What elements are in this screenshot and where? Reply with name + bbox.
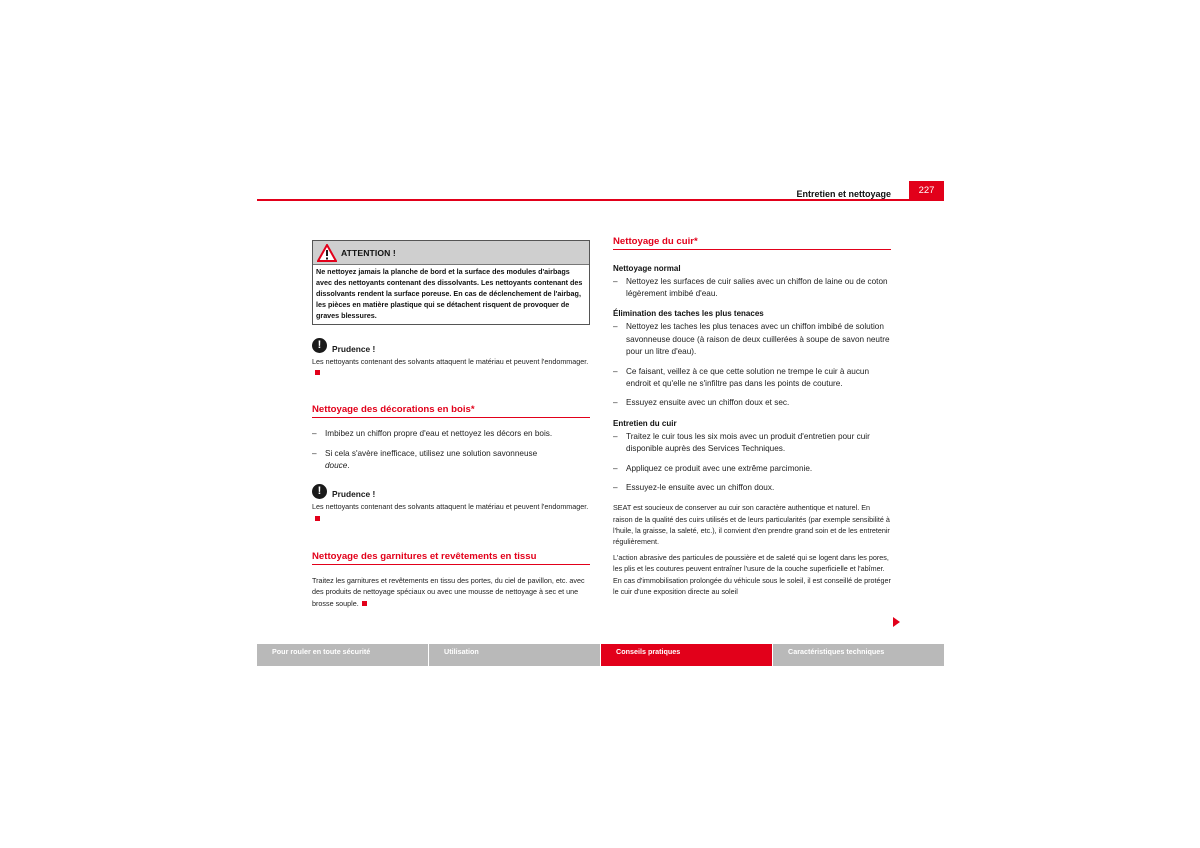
stain-steps <box>613 321 891 409</box>
warning-triangle-icon <box>317 244 337 262</box>
attention-box <box>312 240 590 325</box>
tab-technical-data[interactable]: Caractéristiques techniques <box>773 644 944 666</box>
caution-text: Les nettoyants contenant des solvants attaquent le matériau et peuvent l'endommager. <box>312 356 590 379</box>
tab-safety[interactable]: Pour rouler en toute sécurité <box>257 644 428 666</box>
tab-practical-tips[interactable]: Conseils pratiques <box>601 644 772 666</box>
end-square-icon <box>315 516 320 521</box>
continue-arrow-icon <box>893 617 900 627</box>
sub-heading-normal: Nettoyage normal <box>613 264 681 273</box>
list-item: – Si cela s'avère inefficace, utilisez une solution savonneuse douce. <box>312 449 538 471</box>
caution-note <box>312 482 590 524</box>
caution-title: Prudence ! <box>332 489 376 500</box>
list-item: – Essuyez ensuite avec un chiffon doux et sec. <box>613 398 790 408</box>
list-item: – Traitez le cuir tous les six mois avec un produit d'entretien pour cuir disponible auprès des Services Techniques. <box>613 431 870 453</box>
page-number: 227 <box>909 181 944 199</box>
list-item: – Nettoyez les surfaces de cuir salies avec un chiffon de laine ou de coton légèrement imbibé d'eau. <box>613 277 888 299</box>
footer-nav <box>257 644 944 666</box>
section-title-fabric: Nettoyage des garnitures et revêtements en tissu <box>312 551 590 565</box>
leather-paragraph-1: SEAT est soucieux de conserver au cuir son caractère authentique et naturel. En raison de la qualité des cuirs utilisés et de leurs particularités (par exemple sensibilité à l'huile, la graisse, la saleté, etc.), il convient d'en prendre grand soin et de les entretenir régulièrement. <box>613 503 890 547</box>
attention-title: ATTENTION ! <box>341 247 396 258</box>
list-item: – Nettoyez les taches les plus tenaces avec un chiffon imbibé de solution savonneuse douce (à raison de deux cuillerées à soupe de savon neutre pour un litre d'eau). <box>613 322 890 356</box>
list-item: – Essuyez-le ensuite avec un chiffon doux. <box>613 483 775 493</box>
sub-heading-stains: Élimination des taches les plus tenaces <box>613 309 764 319</box>
end-square-icon <box>362 601 367 606</box>
left-column <box>312 240 590 609</box>
normal-steps <box>613 276 891 300</box>
care-steps <box>613 431 891 495</box>
caution-note <box>312 337 590 379</box>
exclamation-circle-icon: ! <box>312 338 327 353</box>
leather-paragraph-2: L'action abrasive des particules de poussière et de saleté qui se logent dans les pores, les plis et les coutures peuvent entraîner l'usure de la couche superficielle et l'abîmer. En cas d'immobilisation prolongée du véhicule sous le soleil, il est conseillé de protéger le cuir d'une exposition directe au soleil <box>613 553 891 596</box>
section-title-wood: Nettoyage des décorations en bois* <box>312 404 590 418</box>
sub-heading-care: Entretien du cuir <box>613 418 677 428</box>
tab-operation[interactable]: Utilisation <box>429 644 600 666</box>
end-square-icon <box>315 370 320 375</box>
list-item: – Appliquez ce produit avec une extrême parcimonie. <box>613 463 813 473</box>
attention-header <box>313 241 589 265</box>
exclamation-circle-icon: ! <box>312 484 327 499</box>
list-item: – Ce faisant, veillez à ce que cette solution ne trempe le cuir à aucun endroit et qu'elle ne s'infiltre pas dans les points de couture. <box>613 366 870 388</box>
attention-text: Ne nettoyez jamais la planche de bord et la surface des modules d'airbags avec des nettoyants contenant des dissolvants. Les nettoyants contenant des dissolvants rendent la surface poreuse. En cas de déclenchement de l'airbag, les pièces en matière plastique qui se détachent risquent de provoquer de graves blessures. <box>316 267 583 320</box>
running-header-title: Entretien et nettoyage <box>796 189 891 199</box>
caution-text: Les nettoyants contenant des solvants attaquent le matériau et peuvent l'endommager. <box>312 501 590 524</box>
section-title-leather: Nettoyage du cuir* <box>613 236 891 250</box>
list-item: – Imbibez un chiffon propre d'eau et nettoyez les décors en bois. <box>312 429 553 439</box>
fabric-text: Traitez les garnitures et revêtements en tissu des portes, du ciel de pavillon, etc. avec des produits de nettoyage spéciaux ou avec une mousse de nettoyage à sec et une brosse souple. <box>312 576 585 608</box>
wood-steps <box>312 428 590 472</box>
caution-title: Prudence ! <box>332 343 376 354</box>
right-column <box>613 236 891 597</box>
header-rule <box>257 199 944 201</box>
